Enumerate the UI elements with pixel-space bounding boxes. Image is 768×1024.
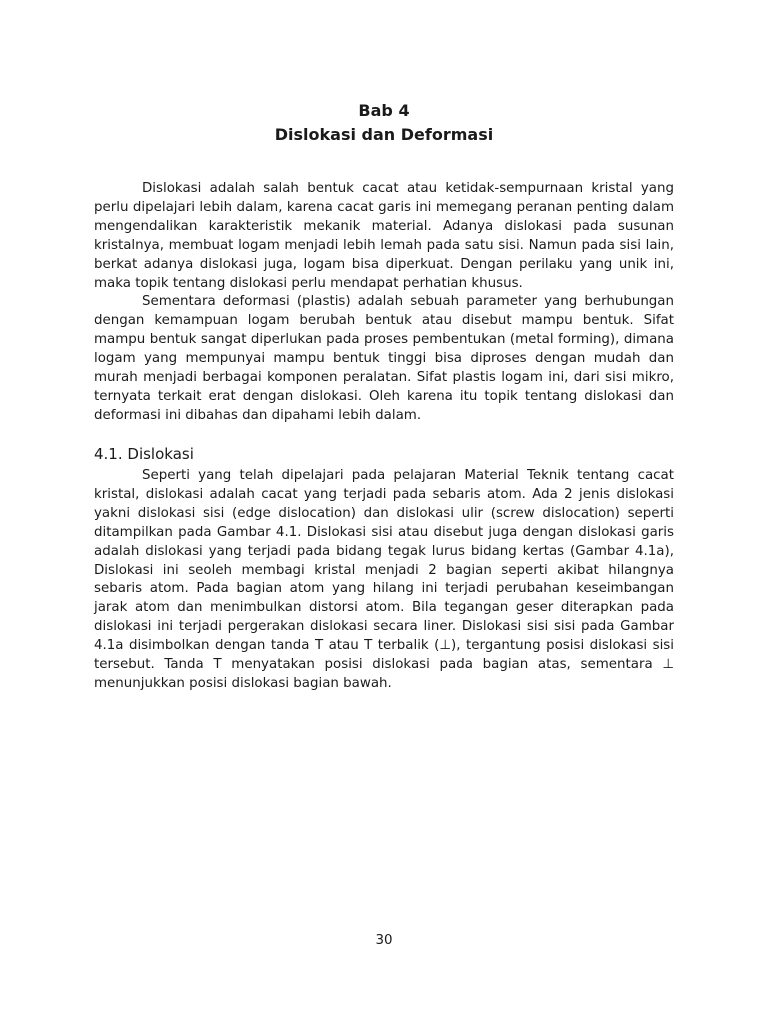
chapter-label: Bab 4: [358, 101, 410, 120]
intro-paragraph-1: Dislokasi adalah salah bentuk cacat atau ketidak-sempurnaan kristal yang perlu dipelajari lebih dalam, karena cacat garis ini memegang peranan penting dalam mengendalikan karakteristik mekanik material. Adanya dislokasi pada susunan kristalnya, membuat logam menjadi lebih lemah pada satu sisi. Namun pada sisi lain, berkat adanya dislokasi juga, logam bisa diperkuat. Dengan perilaku yang unik ini, maka topik tentang dislokasi perlu mendapat perhatian khusus.: [94, 181, 674, 291]
section-text: [94, 467, 674, 694]
chapter-title-block: [94, 99, 674, 147]
section-heading: 4.1. Dislokasi: [94, 445, 194, 463]
intro-paragraph-2: Sementara deformasi (plastis) adalah sebuah parameter yang berhubungan dengan kemampuan logam berubah bentuk atau disebut mampu bentuk. Sifat mampu bentuk sangat diperlukan pada proses pembentukan (metal forming), dimana logam yang mempunyai mampu bentuk tinggi bisa diproses dengan mudah dan murah menjadi berbagai komponen peralatan. Sifat plastis logam ini, dari sisi mikro, ternyata terkait erat dengan dislokasi. Oleh karena itu topik tentang dislokasi dan deformasi ini dibahas dan dipahami lebih dalam.: [94, 294, 674, 423]
intro-text: [94, 180, 674, 426]
chapter-title: Dislokasi dan Deformasi: [274, 125, 494, 144]
section-paragraph: Seperti yang telah dipelajari pada pelajaran Material Teknik tentang cacat kristal, dislokasi adalah cacat yang terjadi pada sebaris atom. Ada 2 jenis dislokasi yakni dislokasi sisi (edge dislocation) dan dislokasi ulir (screw dislocation) seperti ditampilkan pada Gambar 4.1. Dislokasi sisi atau disebut juga dengan dislokasi garis adalah dislokasi yang terjadi pada bidang tegak lurus bidang kertas (Gambar 4.1a), Dislokasi ini seoleh membagi kristal menjadi 2 bagian seperti akibat hilangnya sebaris atom. Pada bagian atom yang hilang ini terjadi perubahan keseimbangan jarak atom dan menimbulkan distorsi atom. Bila tegangan geser diterapkan pada dislokasi ini terjadi pergerakan dislokasi secara liner. Dislokasi sisi sisi pada Gambar 4.1a disimbolkan dengan tanda T atau T terbalik (⊥), tergantung posisi dislokasi sisi tersebut. Tanda T menyatakan posisi dislokasi pada bagian atas, sementara ⊥ menunjukkan posisi dislokasi bagian bawah.: [94, 468, 674, 691]
page-number: 30: [375, 933, 393, 948]
